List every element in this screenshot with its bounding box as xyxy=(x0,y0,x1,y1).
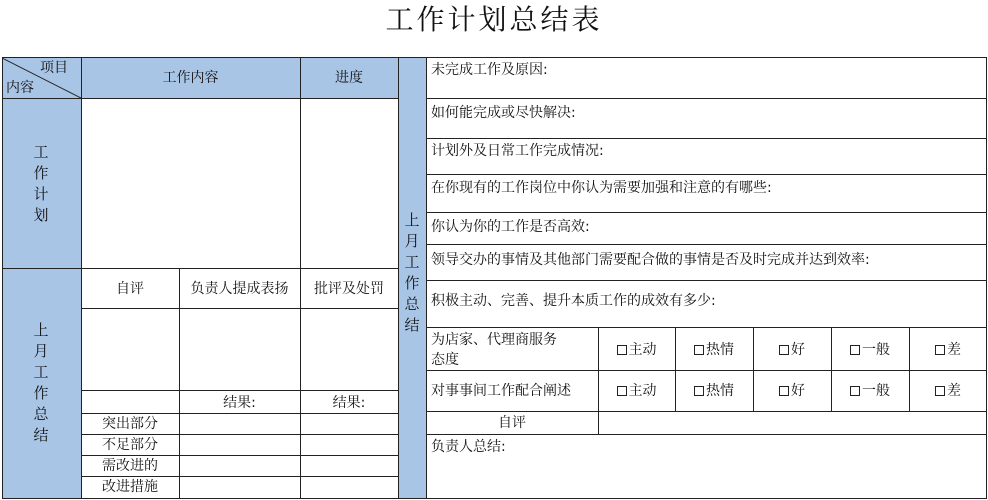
checkbox-icon[interactable] xyxy=(694,345,704,355)
praise-result-label: 结果: xyxy=(223,395,256,411)
rule-header-bottom xyxy=(2,98,398,99)
page-title: 工作计划总结表 xyxy=(385,3,603,36)
progress-header: 进度 xyxy=(335,70,363,86)
work-content-header: 工作内容 xyxy=(162,70,219,86)
corner-top-label: 项目 xyxy=(40,60,68,76)
rule-service xyxy=(426,370,987,371)
rule-eval-col1 xyxy=(179,268,180,499)
rule-q3 xyxy=(426,174,987,175)
rule-r3 xyxy=(81,455,398,456)
rule-q5 xyxy=(426,244,987,245)
service-attitude-label-1: 为店家、代理商服务 xyxy=(431,332,557,348)
question-efficient: 你认为你的工作是否高效: xyxy=(431,219,590,235)
checkbox-icon[interactable] xyxy=(779,345,789,355)
rule-q6 xyxy=(426,280,987,281)
coop-option-average[interactable]: 一般 xyxy=(831,383,909,399)
right-self-eval-label: 自评 xyxy=(498,415,526,431)
checkbox-icon[interactable] xyxy=(617,386,627,396)
improve-measures-label: 改进措施 xyxy=(102,479,158,495)
shortcomings-label: 不足部分 xyxy=(102,437,158,453)
rule-result xyxy=(81,390,398,391)
needs-improve-label: 需改进的 xyxy=(102,458,158,474)
question-improve-attention: 在你现有的工作岗位中你认为需要加强和注意的有哪些: xyxy=(431,180,772,196)
work-plan-label: 工作计划 xyxy=(33,143,49,224)
rule-middle-left xyxy=(398,57,399,499)
rule-r4 xyxy=(81,476,398,477)
service-option-good[interactable]: 好 xyxy=(753,342,831,358)
criticism-header: 批评及处罚 xyxy=(314,281,384,297)
rule-q4 xyxy=(426,212,987,213)
checkbox-icon[interactable] xyxy=(850,345,860,355)
checkbox-icon[interactable] xyxy=(935,386,945,396)
checkbox-icon[interactable] xyxy=(779,386,789,396)
checkbox-icon[interactable] xyxy=(617,345,627,355)
form-frame xyxy=(2,57,987,499)
question-how-resolve: 如何能完成或尽快解决: xyxy=(431,105,576,121)
rule-q7 xyxy=(426,327,987,328)
rule-eval-head xyxy=(81,308,398,309)
question-daily-work: 计划外及日常工作完成情况: xyxy=(431,143,604,159)
question-unfinished: 未完成工作及原因: xyxy=(431,62,548,78)
rule-r1 xyxy=(81,413,398,414)
service-attitude-label-2: 态度 xyxy=(431,352,459,368)
last-month-summary-label: 上月工作总结 xyxy=(33,321,49,444)
middle-summary-label: 上月工作总结 xyxy=(404,211,420,334)
corner-bottom-label: 内容 xyxy=(6,80,34,96)
coop-option-warm[interactable]: 热情 xyxy=(675,383,753,399)
self-eval-header: 自评 xyxy=(116,281,144,297)
service-option-poor[interactable]: 差 xyxy=(909,342,987,358)
coop-option-active[interactable]: 主动 xyxy=(598,383,675,399)
highlights-label: 突出部分 xyxy=(102,416,158,432)
rule-middle-right xyxy=(426,57,427,499)
rule-left-label xyxy=(81,57,82,499)
rule-r2 xyxy=(81,434,398,435)
rule-q1 xyxy=(426,98,987,99)
service-option-warm[interactable]: 热情 xyxy=(675,342,753,358)
service-option-average[interactable]: 一般 xyxy=(831,342,909,358)
rule-plan-bottom xyxy=(2,268,398,269)
cooperation-label: 对事事间工作配合阐述 xyxy=(431,383,571,399)
rule-q2 xyxy=(426,138,987,139)
checkbox-icon[interactable] xyxy=(694,386,704,396)
coop-option-good[interactable]: 好 xyxy=(753,383,831,399)
question-initiative: 积极主动、完善、提升本质工作的成效有多少: xyxy=(431,293,716,309)
rule-self-eval xyxy=(426,434,987,435)
rule-eval-col2 xyxy=(300,268,301,499)
service-option-active[interactable]: 主动 xyxy=(598,342,675,358)
checkbox-icon[interactable] xyxy=(850,386,860,396)
checkbox-icon[interactable] xyxy=(935,345,945,355)
question-leader-tasks: 领导交办的事情及其他部门需要配合做的事情是否及时完成并达到效率: xyxy=(431,252,870,268)
rule-left-progress xyxy=(300,57,301,268)
rule-coop xyxy=(426,411,987,412)
leader-summary-label: 负责人总结: xyxy=(431,439,506,455)
leader-praise-header: 负责人提成表扬 xyxy=(190,281,289,297)
criticism-result-label: 结果: xyxy=(332,395,366,411)
coop-option-poor[interactable]: 差 xyxy=(909,383,987,399)
